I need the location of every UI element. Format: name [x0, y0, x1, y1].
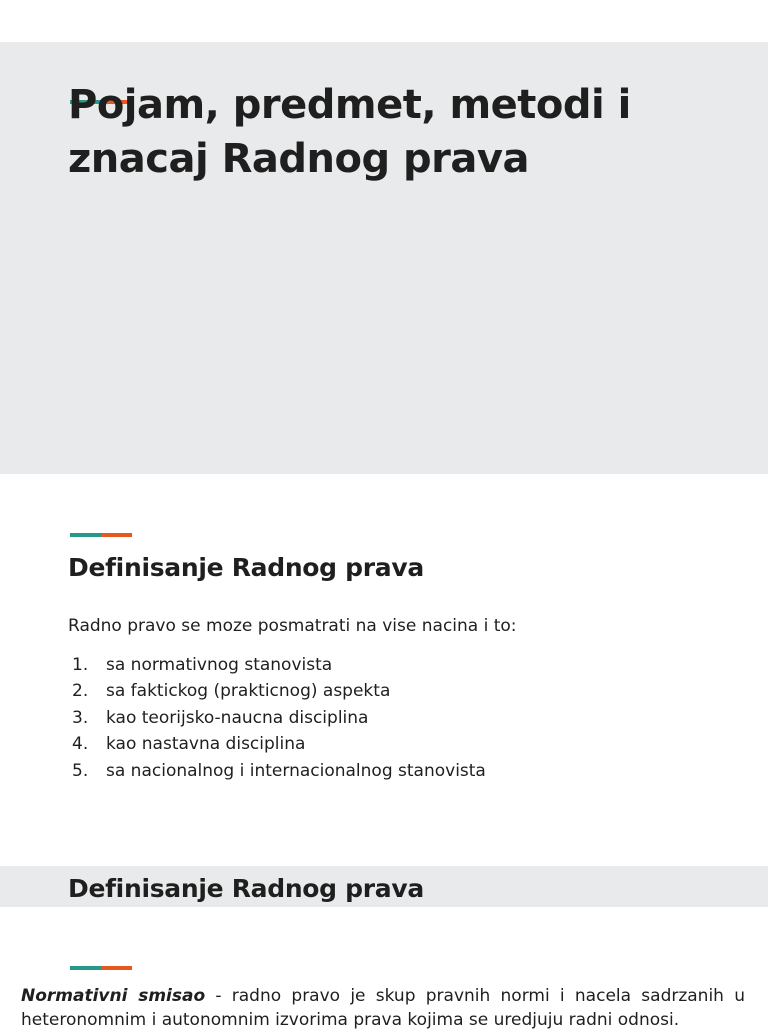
list-item: [68, 705, 486, 731]
list-number: 4.: [72, 734, 89, 755]
presentation-title: Pojam, predmet, metodi i znacaj Radnog prava: [68, 82, 631, 182]
list-number: 1.: [72, 655, 89, 675]
section-intro: Radno pravo se moze posmatrati na vise nacina i to:: [68, 616, 517, 636]
list-item: [68, 652, 486, 678]
list-number: 3.: [72, 707, 89, 728]
list-text: kao teorijsko-naucna disciplina: [106, 707, 369, 728]
accent-orange-segment: [101, 966, 132, 970]
list-item: [68, 758, 486, 784]
section-title: Definisanje Radnog prava: [68, 874, 424, 903]
accent-teal-segment: [70, 966, 101, 970]
definition-list: [68, 652, 486, 784]
list-number: 2.: [72, 681, 89, 702]
definition-term: Normativni smisao: [21, 986, 206, 1006]
list-text: sa normativnog stanovista: [106, 655, 333, 675]
section-accent-bar: [70, 533, 132, 537]
normative-definition: [21, 984, 745, 1032]
definition-text: - radno pravo je skup pravnih normi i nacela sadrzanih u heteronomnim i autonomnim izvorima prava kojima se uredjuju radni odnosi.: [21, 986, 745, 1030]
list-text: sa nacionalnog i internacionalnog stanovista: [106, 760, 486, 781]
list-item: [68, 678, 486, 704]
section-title: Definisanje Radnog prava: [68, 553, 424, 582]
accent-teal-segment: [70, 533, 101, 537]
section-accent-bar: [70, 966, 132, 970]
list-text: sa faktickog (prakticnog) aspekta: [106, 681, 391, 702]
list-text: kao nastavna disciplina: [106, 734, 306, 755]
accent-orange-segment: [101, 533, 132, 537]
list-number: 5.: [72, 760, 89, 781]
list-item: [68, 731, 486, 757]
